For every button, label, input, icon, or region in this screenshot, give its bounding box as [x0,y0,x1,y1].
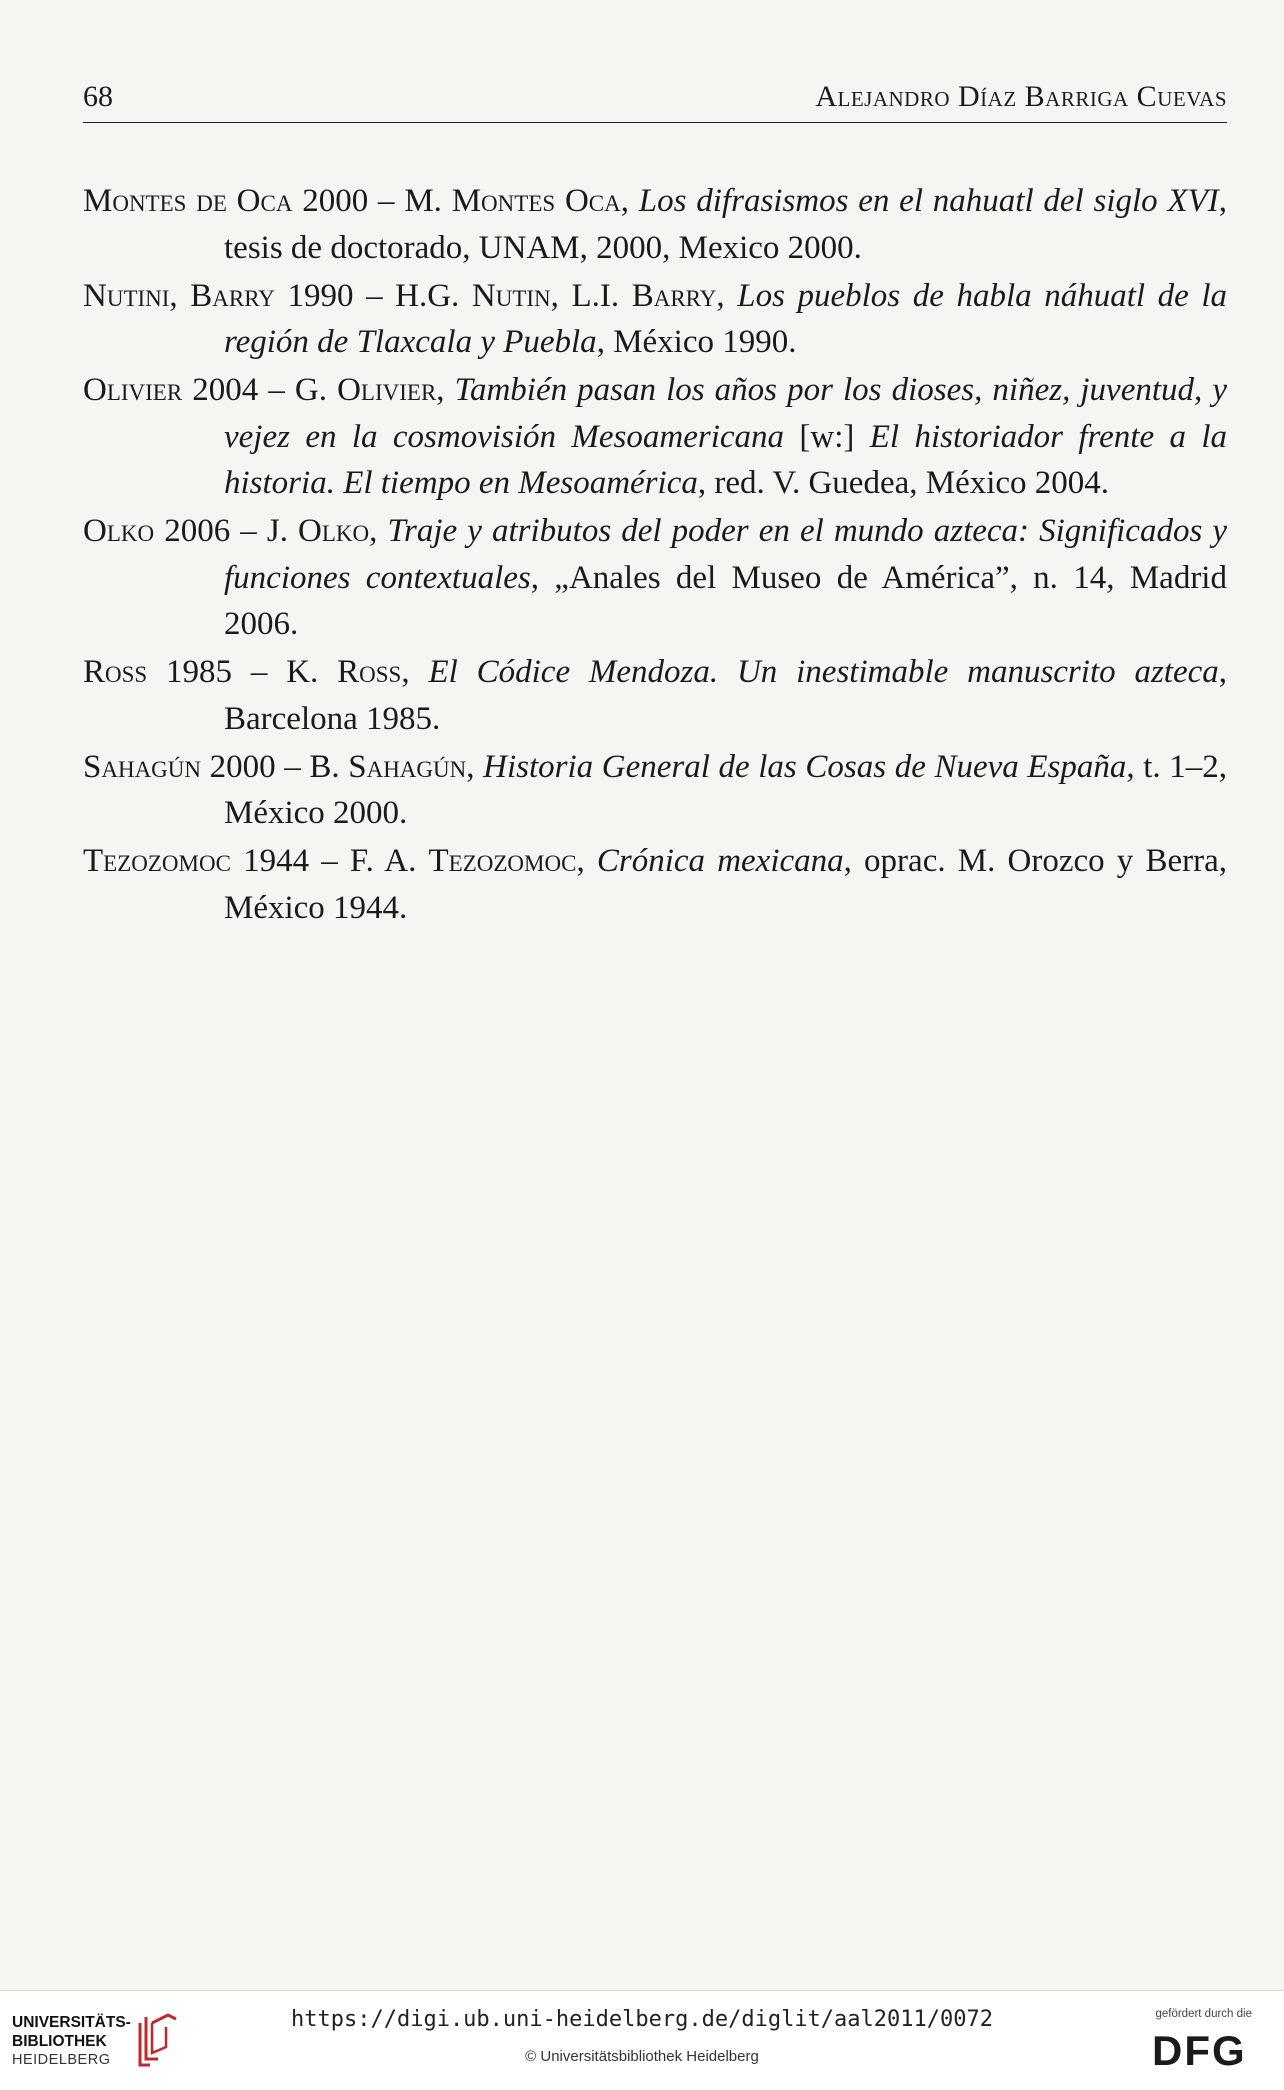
reference-entry: Ross 1985 – K. Ross, El Códice Mendoza. Un inestimable manuscrito azteca, Barcelona 1985. [83,654,1228,737]
bibliography-list [83,178,1227,933]
running-author: Alejandro Díaz Barriga Cuevas [815,80,1227,113]
reference-entry: Tezozomoc 1944 – F. A. Tezozomoc, Crónica mexicana, oprac. M. Orozco y Berra, México 1944. [83,843,1227,926]
running-header [83,80,1227,123]
dfg-logo[interactable] [1150,2027,1262,2071]
reference-entry: Olko 2006 – J. Olko, Traje y atributos del poder en el mundo azteca: Significados y funciones contextuales, „Anales del Museo de América”, n. 14, Madrid 2006. [83,513,1228,642]
reference-entry: Montes de Oca 2000 – M. Montes Oca, Los difrasismos en el nahuatl del siglo XVI, tesis de doctorado, UNAM, 2000, Mexico 2000. [83,183,1228,266]
reference-entry: Nutini, Barry 1990 – H.G. Nutin, L.I. Barry, Los pueblos de habla náhuatl de la región de Tlaxcala y Puebla, México 1990. [83,277,1228,360]
library-logo[interactable]: UNIVERSITÄTS- BIBLIOTHEK HEIDELBERG [12,2014,131,2068]
viewer-footer [0,1990,1284,2090]
reference-entry: Sahagún 2000 – B. Sahagún, Historia General de las Cosas de Nueva España, t. 1–2, México 2000. [83,748,1228,831]
svg-text:DFG: DFG [1152,2027,1247,2071]
permalink-url[interactable]: https://digi.ub.uni-heidelberg.de/diglit/aal2011/0072 [291,2007,993,2032]
dfg-caption: gefördert durch die [1155,2008,1252,2020]
copyright-notice: © Universitätsbibliothek Heidelberg [525,2048,759,2065]
reference-entry: Olivier 2004 – G. Olivier, También pasan los años por los dioses, niñez, juventud, y vejez en la cosmovisión Mesoamericana [w:] El historiador frente a la historia. El tiempo en Mesoamérica, red. V. Guedea, México 2004. [83,372,1228,501]
page-number: 68 [83,80,113,113]
